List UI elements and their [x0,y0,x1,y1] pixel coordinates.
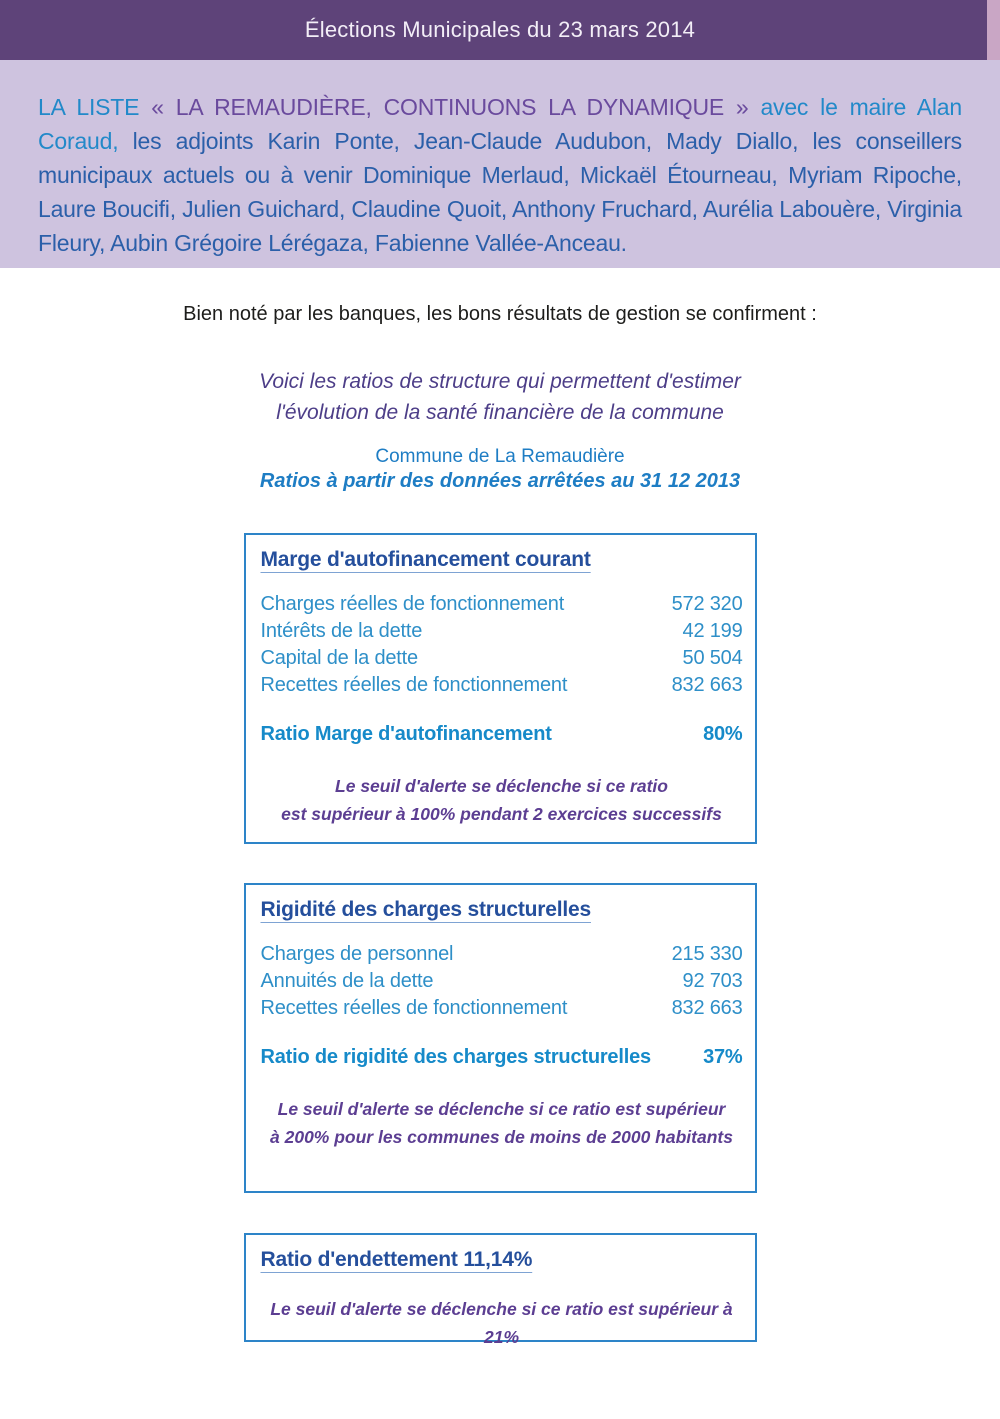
box3-header: Ratio d'endettement 11,14% [260,1248,533,1271]
box-marge-autofinancement [244,533,757,844]
table-row [261,645,743,672]
alert-line1: Le seuil d'alerte se déclenche si ce ratio [335,776,668,796]
row-value: 42 199 [682,620,743,642]
row-label: Capital de la dette [260,647,418,669]
ratios-intro-line1: Voici les ratios de structure qui permettent d'estimer [259,370,741,393]
box1-ratio-row [261,721,743,748]
intro-list-label: LA LISTE [38,94,152,120]
alert-line2: à 200% pour les communes de moins de 2000 habitants [270,1127,733,1147]
row-value: 92 703 [682,970,743,992]
row-value: 832 663 [671,674,743,696]
alert-line1: Le seuil d'alerte se déclenche si ce ratio est supérieur [277,1099,726,1119]
intro-block [0,60,1000,268]
box3-alert-text [261,1295,743,1351]
box2-rows [261,941,743,1022]
table-row [261,995,743,1022]
header-banner [0,0,1000,60]
table-row [261,618,743,645]
box1-alert-text [261,772,743,828]
box2-alert-text [261,1095,743,1151]
ratios-subtitle: Ratios à partir des données arrêtées au 31 12 2013 [259,470,741,492]
ratio-label: Ratio de rigidité des charges structurelles [260,1046,651,1068]
ratio-label: Ratio Marge d'autofinancement [260,723,552,745]
row-value: 572 320 [671,593,743,615]
commune-title: Commune de La Remaudière [375,446,625,467]
table-row [261,672,743,699]
row-label: Recettes réelles de fonctionnement [260,997,568,1019]
row-value: 215 330 [671,943,743,965]
row-label: Intérêts de la dette [260,620,423,642]
bank-note: Bien noté par les banques, les bons résultats de gestion se confirment : [183,303,817,325]
row-label: Annuités de la dette [260,970,434,992]
box-ratio-endettement [244,1233,757,1347]
intro-paragraph [38,90,962,260]
box1-rows [261,591,743,699]
box2-ratio-row [261,1044,743,1071]
ratios-intro-line2: l'évolution de la santé financière de la commune [276,401,724,424]
banner-title: Élections Municipales du 23 mars 2014 [304,17,696,42]
alert-line2: est supérieur à 100% pendant 2 exercices successifs [281,804,722,824]
ratio-value: 80% [703,723,743,745]
ratio-value: 37% [703,1046,743,1068]
row-value: 832 663 [671,997,743,1019]
box1-header: Marge d'autofinancement courant [260,548,591,571]
box2-header: Rigidité des charges structurelles [260,898,591,921]
intro-members: les adjoints Karin Ponte, Jean-Claude Audubon, Mady Diallo, les conseillers municipaux actuels ou à venir Dominique Merlaud, Mickaël Étourneau, Myriam Ripoche, Laure Boucifi, Julien Guichard, Claudine Quoit, Anthony Fruchard, Aurélia Labouère, Virginia Fleury, Aubin Grégoire Lérégaza, Fabienne Vallée-Anceau. [38,128,962,256]
box-rigidite-charges [244,883,757,1193]
table-row [261,941,743,968]
banner-edge-strip [987,0,1000,60]
table-row [261,591,743,618]
table-row [261,968,743,995]
row-value: 50 504 [682,647,743,669]
row-label: Recettes réelles de fonctionnement [260,674,568,696]
intro-mayor: avec le maire Alan Coraud, [38,94,962,154]
ratios-intro [0,366,1000,428]
alert-line1: Le seuil d'alerte se déclenche si ce ratio est supérieur à 21% [270,1299,733,1347]
intro-list-name: « LA REMAUDIÈRE, CONTINUONS LA DYNAMIQUE » [151,94,761,120]
row-label: Charges réelles de fonctionnement [260,593,565,615]
row-label: Charges de personnel [260,943,454,965]
